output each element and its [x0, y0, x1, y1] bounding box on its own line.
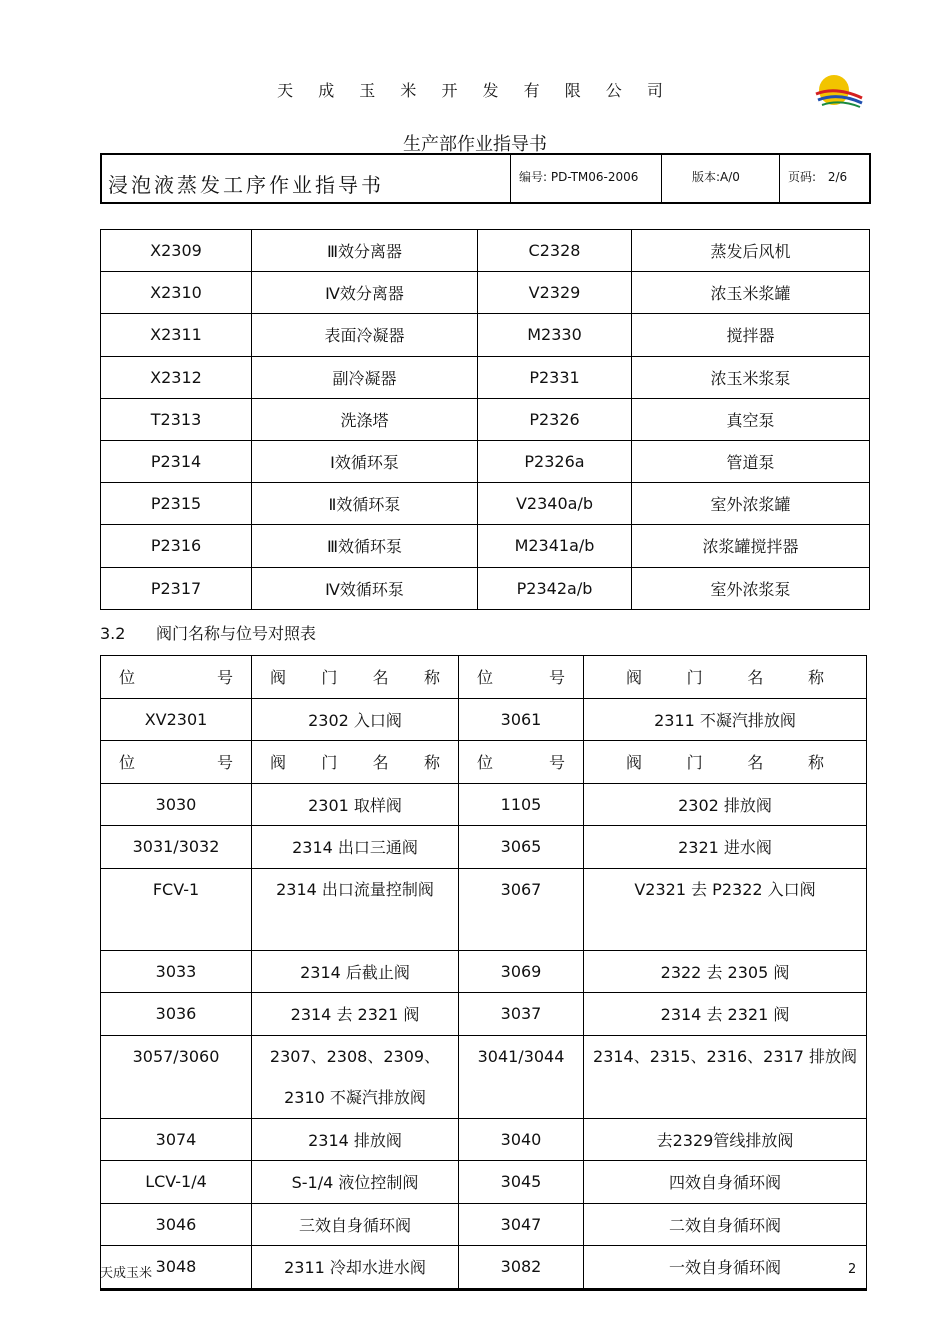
- valve-position: 3074: [101, 1118, 252, 1161]
- valve-position: 3036: [101, 993, 252, 1036]
- valve-name: 2307、2308、2309、2310 不凝汽排放阀: [252, 1035, 459, 1118]
- valve-name: 2314 出口流量控制阀: [252, 868, 459, 950]
- valve-name: 阀门名称: [584, 741, 867, 784]
- equipment-name: Ⅲ效循环泵: [252, 525, 478, 567]
- valve-position: 3041/3044: [459, 1035, 584, 1118]
- equipment-name: 真空泵: [632, 398, 870, 440]
- valve-name: S-1/4 液位控制阀: [252, 1161, 459, 1204]
- table-row: [101, 950, 867, 993]
- valve-header-row: [101, 656, 867, 699]
- document-category: 生产部作业指导书: [403, 134, 547, 155]
- valve-position: 3057/3060: [101, 1035, 252, 1118]
- valve-header-row: [101, 741, 867, 784]
- equipment-name: 管道泵: [632, 440, 870, 482]
- equipment-code: M2330: [478, 314, 632, 356]
- section-heading: [100, 621, 316, 644]
- valve-name: 阀门名称: [252, 741, 459, 784]
- valve-position: 1105: [459, 783, 584, 826]
- equipment-name: 室外浓浆泵: [632, 567, 870, 609]
- valve-position: 3082: [459, 1246, 584, 1289]
- valve-name: 2314 去 2321 阀: [584, 993, 867, 1036]
- valve-position: 3040: [459, 1118, 584, 1161]
- equipment-code: X2311: [101, 314, 252, 356]
- valve-name: 2314 后截止阀: [252, 950, 459, 993]
- doc-code-cell: [511, 154, 662, 203]
- equipment-name: Ⅳ效循环泵: [252, 567, 478, 609]
- equipment-code: T2313: [101, 398, 252, 440]
- valve-position: 3047: [459, 1203, 584, 1246]
- equipment-code: P2314: [101, 440, 252, 482]
- valve-name: 2302 排放阀: [584, 783, 867, 826]
- valve-position: 3067: [459, 868, 584, 950]
- valve-position: 3046: [101, 1203, 252, 1246]
- table-row: [101, 356, 870, 398]
- header-valve-name: 阀门名称: [584, 656, 867, 699]
- equipment-name: Ⅳ效分离器: [252, 272, 478, 314]
- section-title: 阀门名称与位号对照表: [156, 624, 317, 643]
- table-row: [101, 1246, 867, 1289]
- header-position: 位号: [459, 656, 584, 699]
- valve-position: 3048: [101, 1246, 252, 1289]
- valve-name: 2321 进水阀: [584, 826, 867, 869]
- equipment-name: 副冷凝器: [252, 356, 478, 398]
- equipment-name: Ⅱ效循环泵: [252, 483, 478, 525]
- valve-position: 位号: [459, 741, 584, 784]
- equipment-name: 浓玉米浆泵: [632, 356, 870, 398]
- table-row: [101, 1035, 867, 1118]
- equipment-code: V2329: [478, 272, 632, 314]
- footer-company: 天成玉米: [100, 1266, 153, 1281]
- valve-name: 2302 入口阀: [252, 698, 459, 741]
- valve-position: 3031/3032: [101, 826, 252, 869]
- doc-page-cell: [780, 154, 871, 203]
- valve-name: 2311 不凝汽排放阀: [584, 698, 867, 741]
- table-row: [101, 440, 870, 482]
- equipment-code: P2315: [101, 483, 252, 525]
- valve-position: 3045: [459, 1161, 584, 1204]
- footer-page-number: 2: [848, 1262, 857, 1277]
- equipment-name: 表面冷凝器: [252, 314, 478, 356]
- table-row: [101, 525, 870, 567]
- equipment-name: 搅拌器: [632, 314, 870, 356]
- table-row: [101, 993, 867, 1036]
- table-row: [101, 230, 870, 272]
- valve-name: 2314 排放阀: [252, 1118, 459, 1161]
- equipment-code: P2331: [478, 356, 632, 398]
- doc-version: 版本:A/0: [692, 170, 740, 184]
- valve-name: 二效自身循环阀: [584, 1203, 867, 1246]
- valve-position: 3061: [459, 698, 584, 741]
- company-name: 天 成 玉 米 开 发 有 限 公 司: [277, 81, 673, 100]
- equipment-name: Ⅰ效循环泵: [252, 440, 478, 482]
- equipment-name: 室外浓浆罐: [632, 483, 870, 525]
- equipment-name: 蒸发后风机: [632, 230, 870, 272]
- document-header-table: [100, 153, 871, 204]
- valve-position: 位号: [101, 741, 252, 784]
- equipment-name: 浓玉米浆罐: [632, 272, 870, 314]
- equipment-code: P2326a: [478, 440, 632, 482]
- equipment-code: C2328: [478, 230, 632, 272]
- table-row: [101, 868, 867, 950]
- equipment-name: Ⅲ效分离器: [252, 230, 478, 272]
- doc-page: [780, 155, 869, 185]
- valve-name: 2314 出口三通阀: [252, 826, 459, 869]
- valve-table: [100, 655, 867, 1289]
- valve-name: 2314、2315、2316、2317 排放阀: [584, 1035, 867, 1118]
- doc-code: 编号: PD-TM06-2006: [519, 170, 639, 184]
- equipment-name: 浓浆罐搅拌器: [632, 525, 870, 567]
- bottom-rule: [100, 1289, 867, 1291]
- table-row: [101, 1161, 867, 1204]
- valve-name: 一效自身循环阀: [584, 1246, 867, 1289]
- valve-name: 四效自身循环阀: [584, 1161, 867, 1204]
- valve-name: 2311 冷却水进水阀: [252, 1246, 459, 1289]
- header-position: 位号: [101, 656, 252, 699]
- valve-position: 3069: [459, 950, 584, 993]
- table-row: [101, 272, 870, 314]
- valve-position: FCV-1: [101, 868, 252, 950]
- valve-position: 3033: [101, 950, 252, 993]
- doc-page-label: 页码:: [788, 170, 817, 184]
- equipment-table: [100, 229, 870, 610]
- valve-position: 3037: [459, 993, 584, 1036]
- equipment-code: P2316: [101, 525, 252, 567]
- equipment-code: X2312: [101, 356, 252, 398]
- equipment-code: P2326: [478, 398, 632, 440]
- valve-name: 2322 去 2305 阀: [584, 950, 867, 993]
- equipment-code: P2342a/b: [478, 567, 632, 609]
- equipment-name: 洗涤塔: [252, 398, 478, 440]
- equipment-code: X2309: [101, 230, 252, 272]
- table-row: [101, 1118, 867, 1161]
- table-row: [101, 783, 867, 826]
- doc-version-cell: [662, 154, 780, 203]
- doc-title: 浸泡液蒸发工序作业指导书: [108, 173, 384, 197]
- table-row: [101, 314, 870, 356]
- header-valve-name: 阀门名称: [252, 656, 459, 699]
- valve-position: 3030: [101, 783, 252, 826]
- table-row: [101, 826, 867, 869]
- doc-page-value: 2/6: [827, 170, 848, 184]
- valve-position: XV2301: [101, 698, 252, 741]
- equipment-code: X2310: [101, 272, 252, 314]
- valve-position: LCV-1/4: [101, 1161, 252, 1204]
- table-row: [101, 567, 870, 609]
- valve-name: V2321 去 P2322 入口阀: [584, 868, 867, 950]
- doc-title-cell: [101, 154, 511, 203]
- valve-name: 三效自身循环阀: [252, 1203, 459, 1246]
- valve-name: 2314 去 2321 阀: [252, 993, 459, 1036]
- table-row: [101, 1203, 867, 1246]
- valve-name: 2301 取样阀: [252, 783, 459, 826]
- valve-name: 去2329管线排放阀: [584, 1118, 867, 1161]
- section-number: 3.2: [100, 624, 126, 643]
- equipment-code: P2317: [101, 567, 252, 609]
- equipment-code: M2341a/b: [478, 525, 632, 567]
- table-row: [101, 398, 870, 440]
- table-row: [101, 483, 870, 525]
- equipment-code: V2340a/b: [478, 483, 632, 525]
- table-row: [101, 698, 867, 741]
- valve-position: 3065: [459, 826, 584, 869]
- company-logo: [812, 72, 864, 112]
